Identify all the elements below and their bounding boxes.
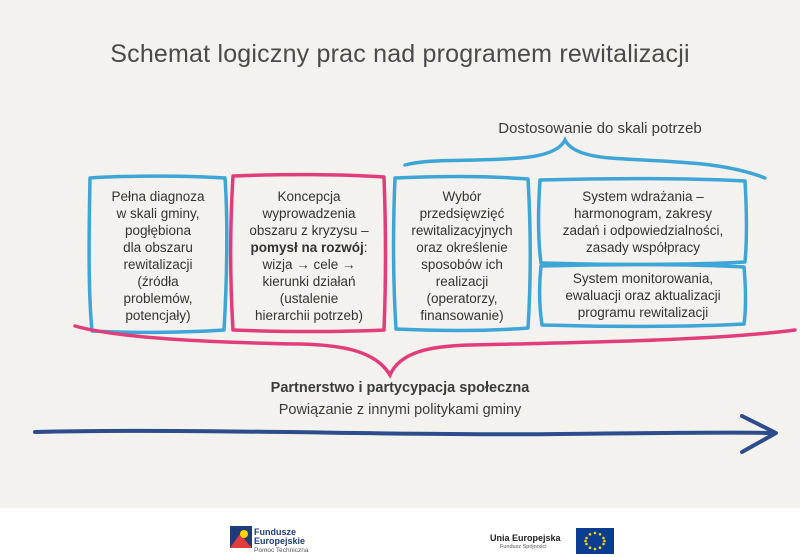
concept-colon: : [363,240,368,255]
concept-line: wizja → cele → [262,257,356,272]
diagnosis-line: w skali gminy, [116,206,200,221]
fe-subline: Pomoc Techniczna [254,547,309,554]
selection-line: przedsięwzięć [419,206,505,221]
concept-line: hierarchii potrzeb) [254,308,364,323]
fe-line: Fundusze [254,527,296,537]
diagnosis-line: (źródła [137,274,179,289]
concept-line: (ustalenie [279,291,339,306]
top-brace [405,140,765,178]
selection-line: (operatorzy, [426,291,498,306]
monitoring-text [543,270,743,321]
diagnosis-text [94,188,222,324]
fundusze-europejskie-logo [230,526,252,548]
page-title: Schemat logiczny prac nad programem rewitalizacji [110,40,690,68]
concept-line: kierunki działań [262,274,356,289]
diagnosis-line: Pełna diagnoza [111,189,205,204]
diagnosis-line: dla obszaru [123,240,193,255]
selection-line: sposobów ich [421,257,503,272]
footer-bar [0,508,800,557]
implementation-line: zadań i odpowiedzialności, [562,223,724,238]
monitoring-line: programu rewitalizacji [577,305,709,320]
partnership-label: Partnerstwo i partycypacja społeczna [270,380,530,396]
selection-line: realizacji [435,274,489,289]
implementation-text [543,188,743,256]
fe-line: Europejskie [254,536,306,546]
scale-label: Dostosowanie do skali potrzeb [498,120,702,137]
diagnosis-line: potencjały) [125,308,191,323]
concept-emphasis: pomysł na rozwój [250,240,364,255]
selection-line: Wybór [442,189,482,204]
concept-line: wyprowadzenia [262,206,356,221]
ue-label: Unia Europejska [490,533,561,543]
concept-line-emphasis [236,239,382,256]
selection-line: oraz określenie [416,240,508,255]
ue-sub-label: Fundusz Spójności [500,544,547,550]
diagnosis-line: pogłębiona [124,223,192,238]
implementation-line: harmonogram, zakresy [573,206,713,221]
selection-line: rewitalizacyjnych [411,223,513,238]
eu-flag-icon [576,528,614,554]
arrow-line [35,431,772,434]
concept-text [236,188,382,324]
monitoring-line: ewaluacji oraz aktualizacji [565,288,721,303]
implementation-line: zasady współpracy [585,240,701,255]
fe-logo-star [240,530,248,538]
concept-line: obszaru z kryzysu – [249,223,369,238]
selection-line: finansowanie) [420,308,504,323]
selection-text [398,188,526,324]
diagnosis-line: problemów, [123,291,193,306]
implementation-line: System wdrażania – [582,189,704,204]
concept-line: Koncepcja [277,189,341,204]
fe-label [254,528,308,555]
diagnosis-line: rewitalizacji [123,257,193,272]
monitoring-line: System monitorowania, [572,271,714,286]
policies-label: Powiązanie z innymi politykami gminy [278,402,522,418]
